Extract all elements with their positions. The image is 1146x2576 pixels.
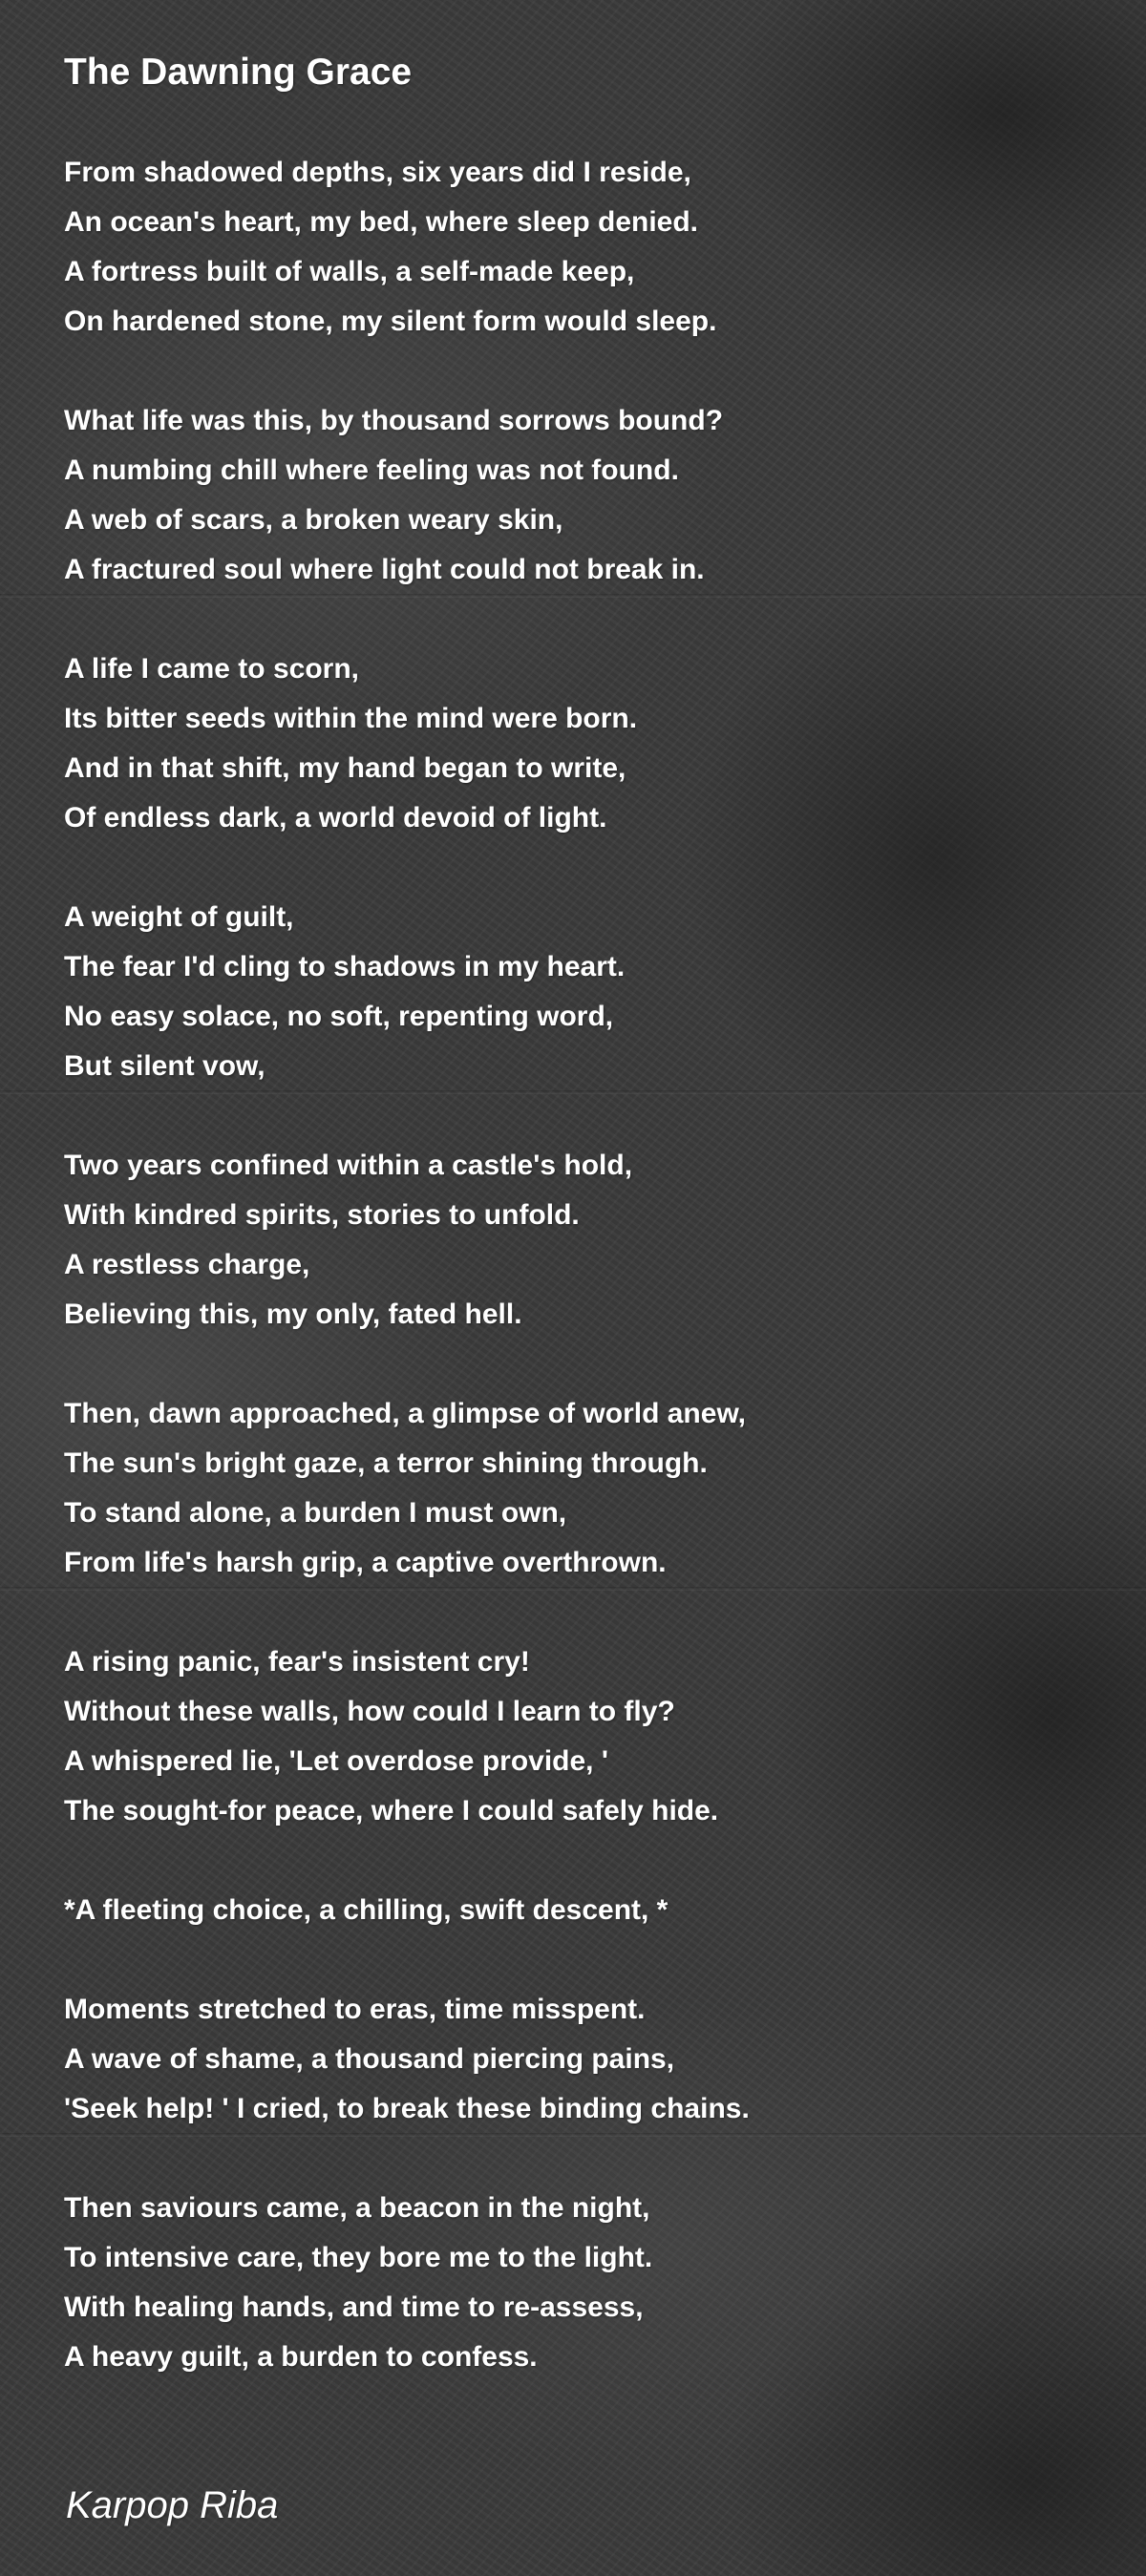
poem-line: But silent vow,	[64, 1050, 265, 1082]
poem-body	[64, 148, 1114, 2382]
poem-line: What life was this, by thousand sorrows bound?	[64, 405, 724, 436]
poem-line: The fear I'd cling to shadows in my heart.	[64, 951, 626, 982]
poem-line: With kindred spirits, stories to unfold.	[64, 1199, 580, 1231]
poem-line: Of endless dark, a world devoid of light.	[64, 802, 607, 834]
poem-line: On hardened stone, my silent form would sleep.	[64, 306, 717, 337]
poem-line: The sun's bright gaze, a terror shining through.	[64, 1447, 708, 1479]
poem-line: A numbing chill where feeling was not found.	[64, 454, 679, 486]
poem-line: And in that shift, my hand began to write,	[64, 752, 626, 784]
poem-line: Its bitter seeds within the mind were born.	[64, 703, 638, 734]
stanza-break	[64, 1340, 1114, 1389]
poem-line: To stand alone, a burden I must own,	[64, 1497, 567, 1529]
poem-line: Without these walls, how could I learn to fly?	[64, 1696, 675, 1727]
poem-line: A weight of guilt,	[64, 901, 294, 933]
poem-line: To intensive care, they bore me to the light.	[64, 2242, 653, 2273]
stanza-break	[64, 1836, 1114, 1886]
poem-line: From life's harsh grip, a captive overthrown.	[64, 1547, 667, 1578]
poem-line: Two years confined within a castle's hold,	[64, 1150, 633, 1181]
stanza-break	[64, 1588, 1114, 1637]
poem-author: Karpop Riba	[66, 2484, 279, 2526]
poem-title: The Dawning Grace	[64, 52, 413, 93]
poem-line: 'Seek help! ' I cried, to break these binding chains.	[64, 2093, 750, 2124]
poem-line: A heavy guilt, a burden to confess.	[64, 2341, 538, 2373]
stanza-break	[64, 1935, 1114, 1985]
poem-line: Then saviours came, a beacon in the night,	[64, 2192, 650, 2224]
poem-line: A whispered lie, 'Let overdose provide, '	[64, 1745, 608, 1777]
poem-line: A fractured soul where light could not break in.	[64, 554, 705, 585]
poem-line: From shadowed depths, six years did I reside,	[64, 157, 691, 188]
poem-line: Believing this, my only, fated hell.	[64, 1299, 522, 1330]
poem-line: An ocean's heart, my bed, where sleep denied.	[64, 206, 699, 238]
poem-line: A life I came to scorn,	[64, 653, 359, 685]
stanza-break	[64, 347, 1114, 396]
poem-line: A rising panic, fear's insistent cry!	[64, 1646, 530, 1678]
poem-line: A wave of shame, a thousand piercing pains,	[64, 2043, 675, 2075]
stanza-break	[64, 843, 1114, 893]
stanza-break	[64, 2134, 1114, 2184]
poem-line: With healing hands, and time to re-assess,	[64, 2291, 644, 2323]
poem-line: Then, dawn approached, a glimpse of world anew,	[64, 1398, 746, 1429]
poem-line: Moments stretched to eras, time misspent.	[64, 1994, 646, 2025]
stanza-break	[64, 595, 1114, 644]
poem-line: A fortress built of walls, a self-made keep,	[64, 256, 635, 287]
stanza-break	[64, 1091, 1114, 1141]
poem-line: The sought-for peace, where I could safely hide.	[64, 1795, 719, 1826]
poem-line: No easy solace, no soft, repenting word,	[64, 1001, 614, 1032]
poem-line: A restless charge,	[64, 1249, 310, 1280]
poem-line: A web of scars, a broken weary skin,	[64, 504, 563, 536]
poem-line: *A fleeting choice, a chilling, swift descent, *	[64, 1894, 668, 1926]
